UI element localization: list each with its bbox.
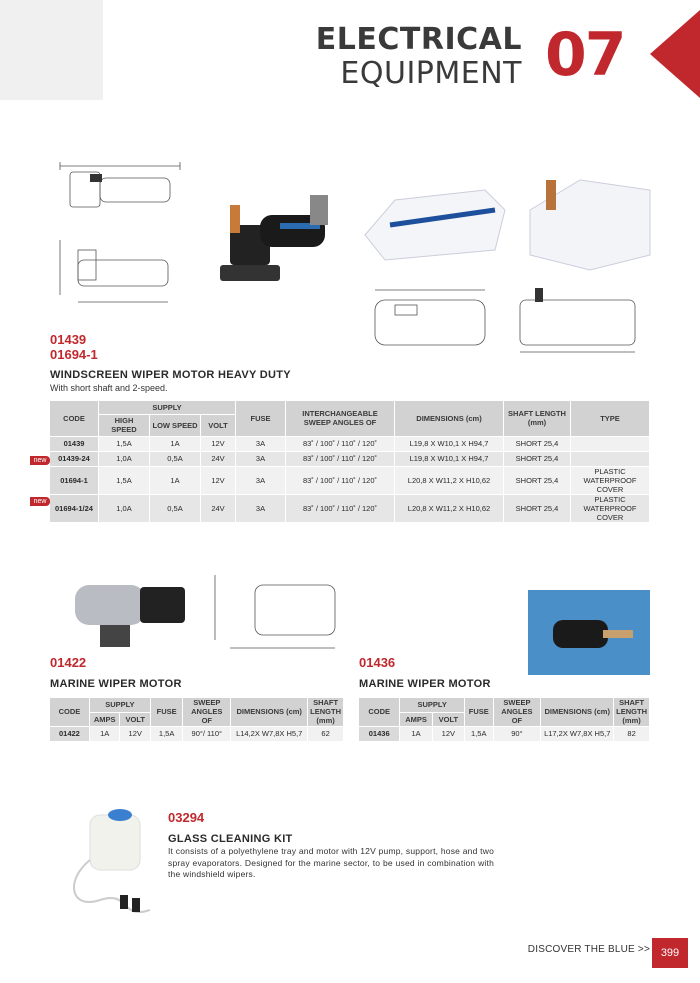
- cell: 12V: [120, 726, 150, 741]
- page-number: 399: [652, 938, 688, 968]
- col-header: FUSE: [150, 698, 182, 726]
- cell: 1,0A: [99, 494, 150, 522]
- spec-table: [50, 401, 650, 523]
- marine-motor-photo: [55, 575, 205, 655]
- corner-panel: [0, 0, 103, 100]
- table-row: [50, 494, 650, 522]
- wiper-motor-drawing: [50, 160, 190, 320]
- cell: 3A: [236, 494, 286, 522]
- col-header: DIMENSIONS (cm): [231, 698, 308, 726]
- col-header: SHAFT LENGTH (mm): [504, 401, 571, 436]
- col-header: INTERCHANGEABLE SWEEP ANGLES OF: [286, 401, 395, 436]
- marine-motor-drawing: [205, 570, 345, 665]
- product-title: WINDSCREEN WIPER MOTOR HEAVY DUTY: [50, 369, 291, 381]
- col-header: FUSE: [464, 698, 493, 726]
- cell: SHORT 25,4: [504, 466, 571, 494]
- cell: 12V: [432, 726, 464, 741]
- col-header: CODE: [359, 698, 400, 726]
- col-header: CODE: [50, 698, 89, 726]
- cell: 83˚ / 100˚ / 110˚ / 120˚: [286, 494, 395, 522]
- cell: 90°/ 110°: [183, 726, 231, 741]
- product-code: 01436: [359, 655, 396, 670]
- col-header: SWEEP ANGLES OF: [183, 698, 231, 726]
- col-header: LOW SPEED: [150, 414, 201, 436]
- product-subtitle: With short shaft and 2-speed.: [50, 383, 168, 393]
- section-subtitle: EQUIPMENT: [340, 56, 522, 91]
- cell: 1A: [400, 726, 432, 741]
- cell: L20,8 X W11,2 X H10,62: [395, 466, 504, 494]
- product-code: 03294: [168, 810, 205, 825]
- new-badge: new: [30, 456, 50, 465]
- spec-table: [359, 698, 650, 742]
- cell: 12V: [201, 466, 236, 494]
- product-code: 01439: [50, 332, 87, 347]
- cell-code: 01422: [50, 726, 89, 741]
- chapter-arrow-icon: [650, 10, 700, 98]
- cell: 12V: [201, 436, 236, 451]
- cleaning-kit-photo: [60, 800, 160, 930]
- cell: PLASTIC WATERPROOF COVER: [571, 494, 650, 522]
- cell: [571, 451, 650, 466]
- cell-code: 01439: [50, 436, 99, 451]
- cell-code: 01694-1/24: [50, 494, 99, 522]
- col-header: VOLT: [432, 712, 464, 726]
- col-header: VOLT: [201, 414, 236, 436]
- col-header: DIMENSIONS (cm): [395, 401, 504, 436]
- cell: 83˚ / 100˚ / 110˚ / 120˚: [286, 451, 395, 466]
- cell: 3A: [236, 436, 286, 451]
- table-row: [50, 726, 344, 741]
- cell: L14,2X W7,8X H5,7: [231, 726, 308, 741]
- table-row: [50, 451, 650, 466]
- product-code: 01694-1: [50, 347, 98, 362]
- cell: L19,8 X W10,1 X H94,7: [395, 451, 504, 466]
- footer-slogan: DISCOVER THE BLUE >>: [527, 944, 650, 955]
- cell: SHORT 25,4: [504, 494, 571, 522]
- cell-code: 01439-24: [50, 451, 99, 466]
- cell: [571, 436, 650, 451]
- product-title: GLASS CLEANING KIT: [168, 833, 293, 845]
- product-description: It consists of a polyethylene tray and motor with 12V pump, support, hose and two spray evaporators. Designed for the marine sector, to be used in combination with the windshield wipers.: [168, 846, 494, 879]
- col-header: SHAFT LENGTH (mm): [308, 698, 344, 726]
- cell: L17,2X W7,8X H5,7: [541, 726, 614, 741]
- covered-motor-photo: [355, 180, 525, 270]
- cell: 1,0A: [99, 451, 150, 466]
- col-header: SUPPLY: [400, 698, 465, 712]
- cell: 83˚ / 100˚ / 110˚ / 120˚: [286, 436, 395, 451]
- cell: 1,5A: [99, 466, 150, 494]
- col-header: VOLT: [120, 712, 150, 726]
- cell: 3A: [236, 451, 286, 466]
- cell: 62: [308, 726, 344, 741]
- col-header: SUPPLY: [99, 401, 236, 414]
- col-header: DIMENSIONS (cm): [541, 698, 614, 726]
- product-title: MARINE WIPER MOTOR: [50, 678, 182, 690]
- cell: 90°: [493, 726, 541, 741]
- cell: 0,5A: [150, 451, 201, 466]
- col-header: SHAFT LENGTH (mm): [614, 698, 650, 726]
- cell: 3A: [236, 466, 286, 494]
- col-header: FUSE: [236, 401, 286, 436]
- cell: 1,5A: [464, 726, 493, 741]
- cell: L20,8 X W11,2 X H10,62: [395, 494, 504, 522]
- table-row: [50, 466, 650, 494]
- cell: SHORT 25,4: [504, 436, 571, 451]
- cell: 24V: [201, 494, 236, 522]
- col-header: SWEEP ANGLES OF: [493, 698, 541, 726]
- cell: L19,8 X W10,1 X H94,7: [395, 436, 504, 451]
- cell: 24V: [201, 451, 236, 466]
- col-header: TYPE: [571, 401, 650, 436]
- col-header: AMPS: [400, 712, 432, 726]
- col-header: AMPS: [89, 712, 120, 726]
- cell: 83˚ / 100˚ / 110˚ / 120˚: [286, 466, 395, 494]
- motor-installed-photo: [528, 590, 650, 675]
- covered-motor-drawing: [355, 280, 655, 360]
- cell-code: 01436: [359, 726, 400, 741]
- wiper-motor-photo: [200, 185, 340, 295]
- cell: SHORT 25,4: [504, 451, 571, 466]
- motor-installed-drawing: [528, 590, 650, 675]
- cell: PLASTIC WATERPROOF COVER: [571, 466, 650, 494]
- cell: 82: [614, 726, 650, 741]
- cell: 1,5A: [150, 726, 182, 741]
- cell: 1,5A: [99, 436, 150, 451]
- cell: 0,5A: [150, 494, 201, 522]
- section-title: ELECTRICAL: [315, 22, 522, 57]
- col-header: CODE: [50, 401, 99, 436]
- new-badge: new: [30, 497, 50, 506]
- cell: 1A: [150, 436, 201, 451]
- cell: 1A: [89, 726, 120, 741]
- table-row: [50, 436, 650, 451]
- col-header: HIGH SPEED: [99, 414, 150, 436]
- product-title: MARINE WIPER MOTOR: [359, 678, 491, 690]
- chapter-number: 07: [545, 20, 625, 90]
- col-header: SUPPLY: [89, 698, 150, 712]
- cell: 1A: [150, 466, 201, 494]
- table-row: [359, 726, 650, 741]
- cell-code: 01694-1: [50, 466, 99, 494]
- covered-motor-rear-photo: [520, 160, 660, 280]
- product-code: 01422: [50, 655, 87, 670]
- spec-table: [50, 698, 344, 742]
